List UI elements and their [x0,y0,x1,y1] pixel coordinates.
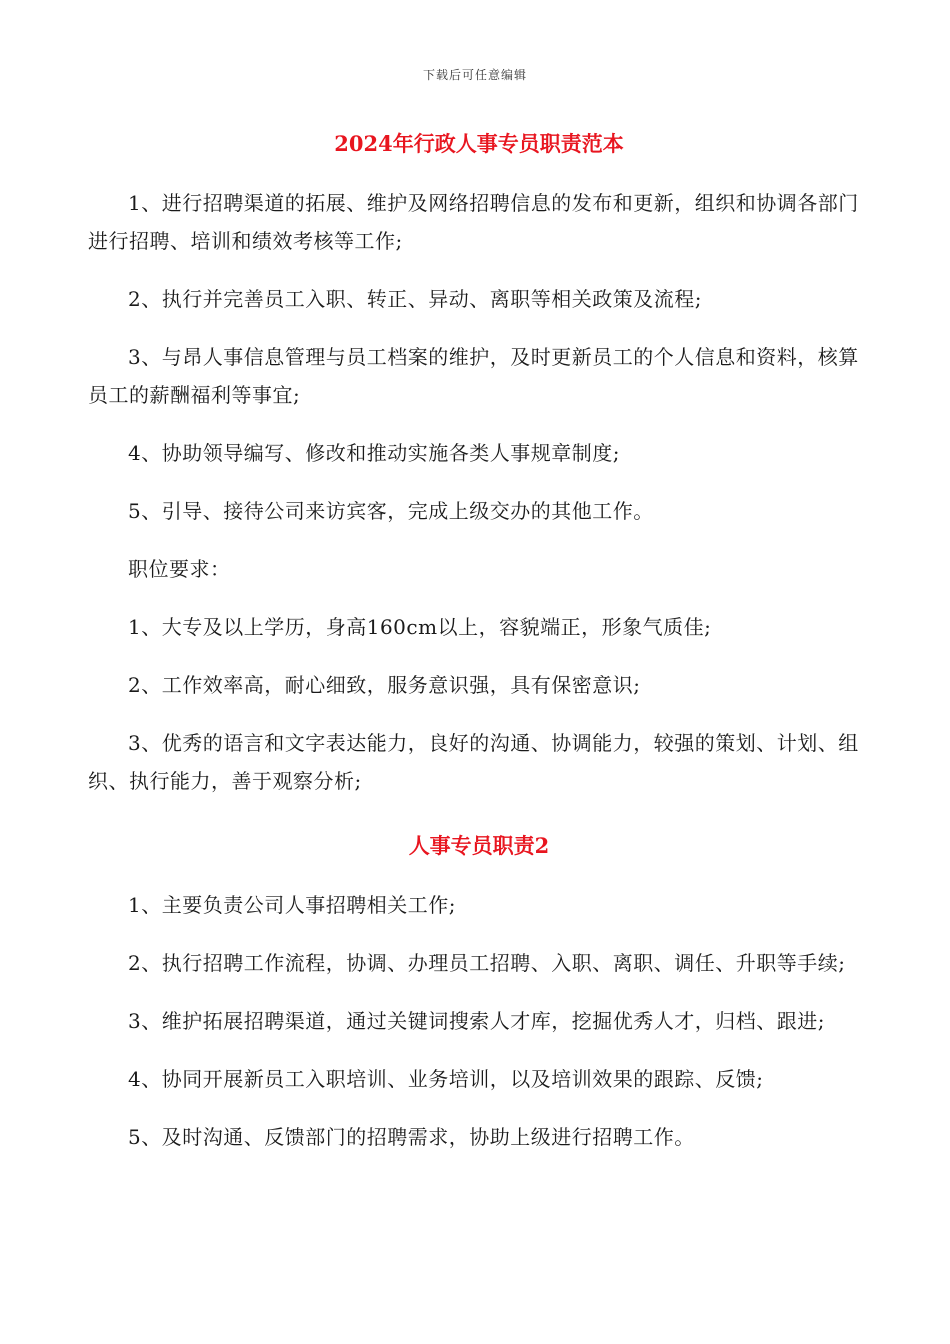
paragraph: 1、进行招聘渠道的拓展、维护及网络招聘信息的发布和更新，组织和协调各部门进行招聘、培训和绩效考核等工作; [88,191,859,253]
paragraph: 5、及时沟通、反馈部门的招聘需求，协助上级进行招聘工作。 [128,1125,695,1149]
paragraph: 2、执行并完善员工入职、转正、异动、离职等相关政策及流程; [128,287,702,311]
paragraph: 3、优秀的语言和文字表达能力，良好的沟通、协调能力，较强的策划、计划、组织、执行能力，善于观察分析; [88,731,859,793]
paragraph: 3、维护拓展招聘渠道，通过关键词搜索人才库，挖掘优秀人才，归档、跟进; [128,1009,825,1033]
requirements-heading: 职位要求： [128,557,231,581]
paragraph: 4、协助领导编写、修改和推动实施各类人事规章制度; [128,441,620,465]
main-title: 2024年行政人事专员职责范本 [334,131,624,156]
paragraph: 1、主要负责公司人事招聘相关工作; [128,893,456,917]
paragraph: 1、大专及以上学历，身高160cm以上，容貌端正，形象气质佳; [128,615,712,639]
paragraph: 3、与昂人事信息管理与员工档案的维护，及时更新员工的个人信息和资料，核算员工的薪酬福利等事宜; [88,345,859,407]
document-body [88,118,870,1156]
header-note: 下载后可任意编辑 [422,68,527,82]
paragraph: 2、执行招聘工作流程，协调、办理员工招聘、入职、离职、调任、升职等手续; [128,951,846,975]
paragraph: 4、协同开展新员工入职培训、业务培训，以及培训效果的跟踪、反馈; [128,1067,764,1091]
section-title: 人事专员职责2 [408,833,550,858]
paragraph: 5、引导、接待公司来访宾客，完成上级交办的其他工作。 [128,499,654,523]
paragraph: 2、工作效率高，耐心细致，服务意识强，具有保密意识; [128,673,641,697]
